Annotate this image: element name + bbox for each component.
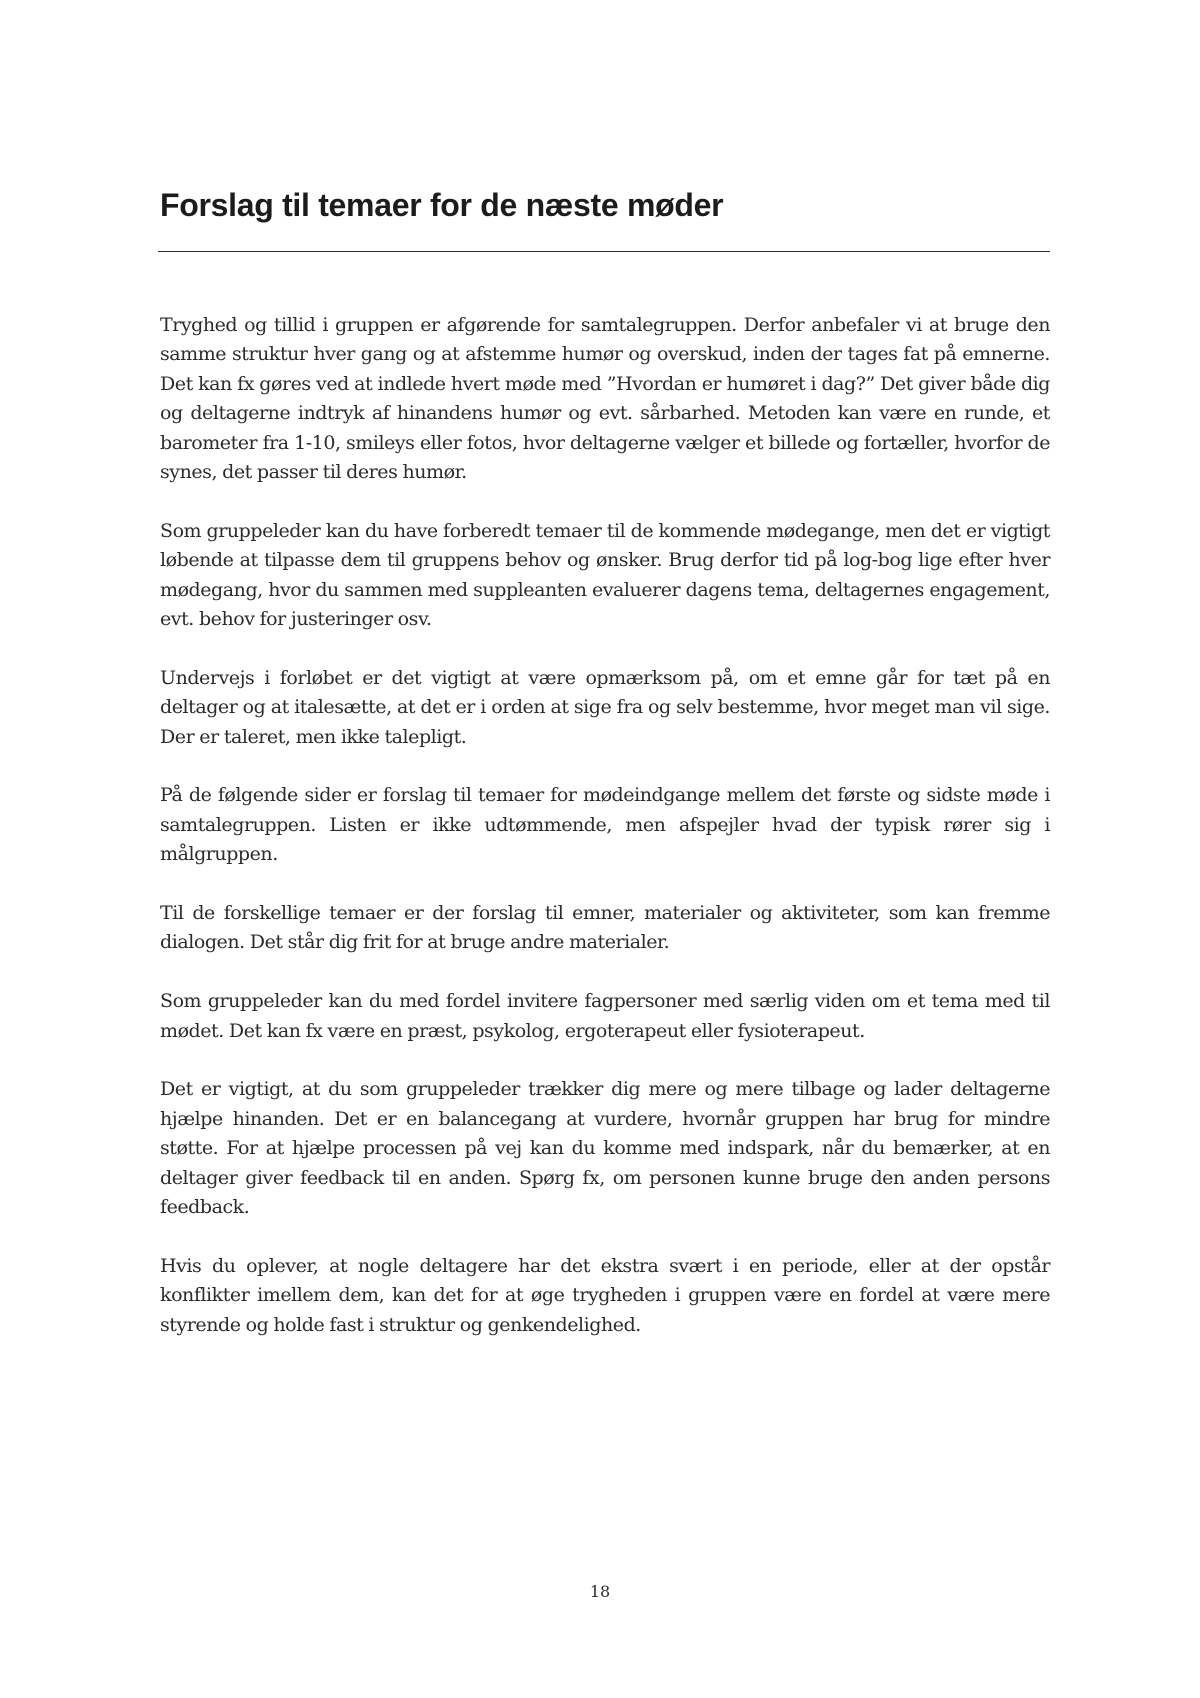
title-divider [158, 251, 1050, 252]
paragraph-difficult-periods: Hvis du oplever, at nogle deltagere har det ekstra svært i en periode, eller at der opstår konflikter imellem dem, kan det for at øge trygheden i gruppen være en fordel at være mere styrende og holde fast i struktur og genkendelighed. [160, 1254, 1050, 1336]
paragraph-step-back: Det er vigtigt, at du som gruppeleder trækker dig mere og mere tilbage og lader deltagerne hjælpe hinanden. Det er en balancegang at vurdere, hvornår gruppen har brug for mindre støtte. For at hjælpe processen på vej kan du komme med indspark, når du bemærker, at en deltager giver feedback til en anden. Spørg fx, om personen kunne bruge den anden persons feedback. [160, 1078, 1050, 1219]
paragraph-materials: Til de forskellige temaer er der forslag til emner, materialer og aktiviteter, som kan fremme dialogen. Det står dig frit for at bruge andre materialer. [160, 902, 1050, 954]
page-title: Forslag til temaer for de næste møder [160, 187, 724, 223]
paragraph-awareness: Undervejs i forløbet er det vigtigt at være opmærksom på, om et emne går for tæt på en deltager og at italesætte, at det er i orden at sige fra og selv bestemme, hvor meget man vil sige. Der er taleret, men ikke talepligt. [160, 666, 1050, 748]
paragraph-invite-professionals: Som gruppeleder kan du med fordel invitere fagpersoner med særlig viden om et tema med til mødet. Det kan fx være en præst, psykolog, ergoterapeut eller fysioterapeut. [160, 990, 1050, 1042]
paragraph-safety-trust: Tryghed og tillid i gruppen er afgørende for samtalegruppen. Derfor anbefaler vi at bruge den samme struktur hver gang og at afstemme humør og overskud, inden der tages fat på emnerne. Det kan fx gøres ved at indlede hvert møde med ”Hvordan er humøret i dag?” Det giver både dig og deltagerne indtryk af hinandens humør og evt. sårbarhed. Metoden kan være en runde, et barometer fra 1-10, smileys eller fotos, hvor deltagerne vælger et billede og fortæller, hvorfor de synes, det passer til deres humør. [160, 314, 1050, 484]
page-number: 18 [589, 1582, 611, 1601]
body-text [160, 311, 1050, 1370]
paragraph-following-pages: På de følgende sider er forslag til temaer for mødeindgange mellem det første og sidste møde i samtalegruppen. Listen er ikke udtømmende, men afspejler hvad der typisk rører sig i målgruppen. [160, 784, 1050, 866]
paragraph-group-leader-planning: Som gruppeleder kan du have forberedt temaer til de kommende mødegange, men det er vigtigt løbende at tilpasse dem til gruppens behov og ønsker. Brug derfor tid på log-bog lige efter hver mødegang, hvor du sammen med suppleanten evaluerer dagens tema, deltagernes engagement, evt. behov for justeringer osv. [160, 519, 1050, 631]
